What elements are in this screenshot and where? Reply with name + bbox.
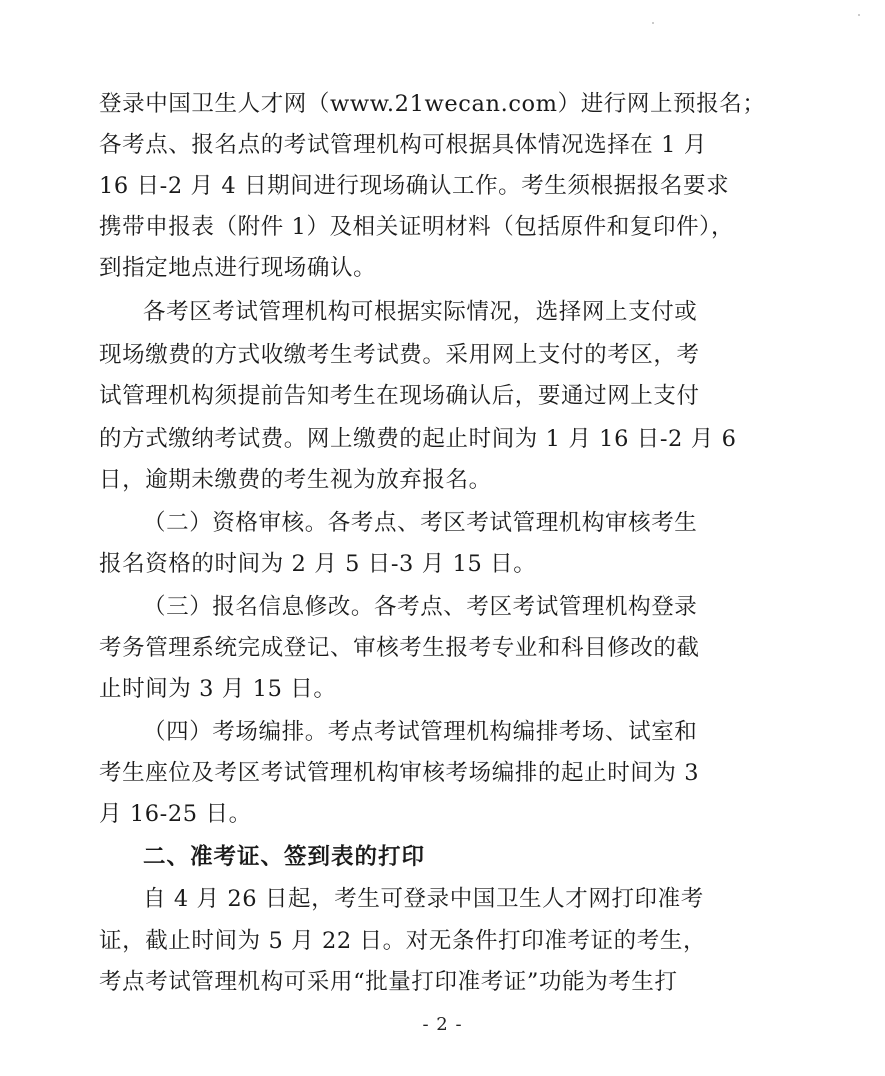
text-line: 报名资格的时间为 2 月 5 日-3 月 15 日。 — [99, 551, 537, 577]
text-line: 试管理机构须提前告知考生在现场确认后，要通过网上支付 — [99, 383, 700, 409]
text-line: （四）考场编排。考点考试管理机构编排考场、试室和 — [143, 719, 698, 745]
scan-speck — [858, 14, 860, 16]
text-line: 月 16-25 日。 — [99, 801, 252, 827]
text-line: （二）资格审核。各考点、考区考试管理机构审核考生 — [143, 510, 698, 536]
page-number: - 2 - — [422, 1014, 463, 1035]
text-line: 日，逾期未缴费的考生视为放弃报名。 — [99, 467, 492, 493]
text-line: 考点考试管理机构可采用“批量打印准考证”功能为考生打 — [99, 969, 678, 995]
text-line: 现场缴费的方式收缴考生考试费。采用网上支付的考区，考 — [99, 342, 700, 368]
text-line: 各考点、报名点的考试管理机构可根据具体情况选择在 1 月 — [99, 132, 707, 158]
text-line: 自 4 月 26 日起，考生可登录中国卫生人才网打印准考 — [143, 886, 704, 912]
text-line: 16 日-2 月 4 日期间进行现场确认工作。考生须根据报名要求 — [99, 173, 730, 199]
text-line: 证，截止时间为 5 月 22 日。对无条件打印准考证的考生， — [99, 928, 707, 954]
text-line: 止时间为 3 月 15 日。 — [99, 676, 337, 702]
text-line: 登录中国卫生人才网（www.21wecan.com）进行网上预报名； — [99, 91, 766, 117]
text-line: 携带申报表（附件 1）及相关证明材料（包括原件和复印件）， — [99, 214, 735, 240]
text-line: 考务管理系统完成登记、审核考生报考专业和科目修改的截 — [99, 635, 700, 661]
scan-speck — [652, 22, 654, 24]
text-line: 到指定地点进行现场确认。 — [99, 255, 377, 281]
text-line: 考生座位及考区考试管理机构审核考场编排的起止时间为 3 — [99, 760, 700, 786]
text-line: 的方式缴纳考试费。网上缴费的起止时间为 1 月 16 日-2 月 6 — [99, 426, 737, 452]
text-line: 各考区考试管理机构可根据实际情况，选择网上支付或 — [143, 299, 698, 325]
text-line: （三）报名信息修改。各考点、考区考试管理机构登录 — [143, 594, 698, 620]
section-heading: 二、准考证、签到表的打印 — [143, 844, 426, 870]
